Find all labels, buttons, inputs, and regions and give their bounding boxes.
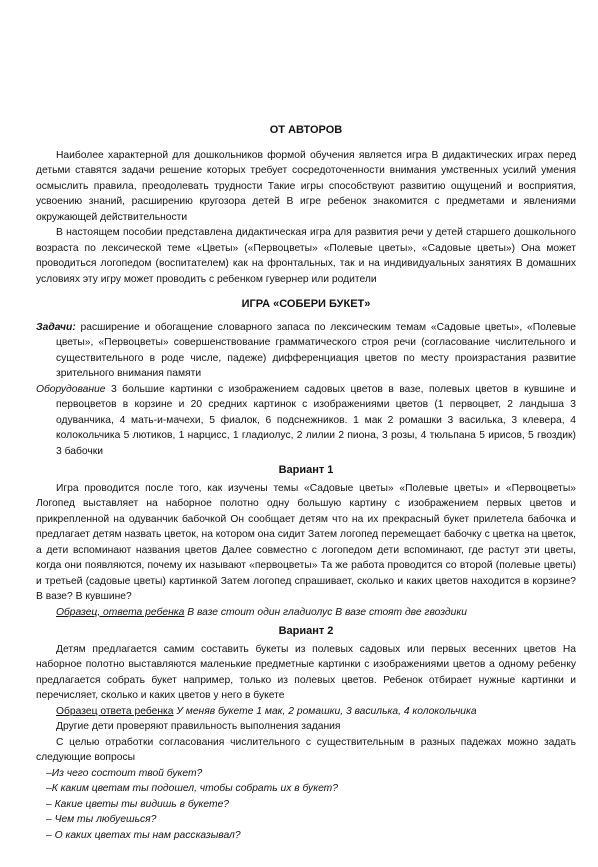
tasks-paragraph bbox=[36, 320, 576, 382]
game-heading: ИГРА «СОБЕРИ БУКЕТ» bbox=[241, 298, 371, 310]
question-item: – Какие цветы ты видишь в букете? bbox=[46, 798, 230, 810]
equipment-label: Оборудование bbox=[36, 383, 106, 395]
questions-list bbox=[36, 766, 576, 844]
sample-answer-1-text: В вазе стоит один гладиолус В вазе стоят две гвоздики bbox=[184, 606, 467, 618]
question-item: – Чем ты любуешься? bbox=[46, 814, 157, 825]
question-item: –К каким цветам ты подошел, чтобы собрать их в букет? bbox=[46, 783, 338, 794]
page-content bbox=[36, 123, 576, 843]
question-item: – О каких цветах ты нам рассказывал? bbox=[46, 829, 241, 841]
sample-answer-2-label: Образец ответа ребенка bbox=[56, 705, 174, 717]
sample-answer-1-label: Образец, ответа ребенка bbox=[56, 606, 185, 618]
variant-1-heading: Вариант 1 bbox=[278, 464, 334, 476]
equipment-text: 3 большие картинки с изображением садовых цветов в вазе, полевых цветов в кувшине и первоцветов в корзине и 20 средних картинок с изображениями цветов (1 первоцвет, 2 ландыша 3 одуванчика, 4 мать-и-мачехи, 5 фиалок, 6 подснежников. 1 мак 2 ромашки 3 василька, 3 клевера, 4 колокольчика 5 лютиков, 1 нарцисс, 1 гладиолус, 2 лилии 2 пиона, 3 розы, 4 тюльпана 5 ирисов, 5 гвоздик) 3 бабочки bbox=[56, 383, 576, 457]
variant-2-heading: Вариант 2 bbox=[278, 625, 334, 637]
question-item: –Из чего состоит твой букет? bbox=[46, 767, 203, 779]
check-text: Другие дети проверяют правильность выполнения задания bbox=[56, 721, 341, 732]
authors-heading: ОТ АВТОРОВ bbox=[269, 124, 343, 136]
equipment-paragraph bbox=[36, 382, 576, 460]
variant-2-text: Детям предлагается самим составить букеты из полевых садовых или первых весенних цветов На наборное полотно выставляются маленькие предметные картинки с изображениями цветов а одному ребенку предлагается собрать букет например, только из полевых цветов. Ребенок отбирает нужные картинки и перечисляет, сколько и каких цветов у него в букете bbox=[36, 643, 576, 701]
tasks-text: расширение и обогащение словарного запаса по лексическим темам «Садовые цветы», «Полевые цветы», «Первоцветы» совершенствование грамматического строя речи (согласование числительного и существительного в роде числе, падеже) дифференциация цветов по месту произрастания развитие зрительного внимания памяти bbox=[56, 321, 576, 379]
questions-intro: С целью отработки согласования числительного с существительным в разных падежах можно задать следующие вопросы bbox=[36, 736, 576, 763]
variant-1-text: Игра проводится после того, как изучены темы «Садовые цветы» «Полевые цветы» и «Первоцветы» Логопед выставляет на наборное полотно одну большую картину с изображением первых цветов и прикрепленной на одуванчик бабочкой Он сообщает детям что на их прекрасный букет прилетела бабочка и предлагает детям назвать цветок, на котором она сидит Затем логопед перемещает бабочку с цветка на цветок, а дети вспоминают названия цветов Далее совместно с логопедом дети вспоминают, где растут эти цветы, когда они появляются, почему их называют «первоцветы» Та же работа проводится со второй (полевые цветы) и третьей (садовые цветы) картинкой Затем логопед спрашивает, сколько и каких цветов находится в корзине? В вазе? В кувшине? bbox=[36, 482, 576, 602]
sample-answer-2-text: У меняв букете 1 мак, 2 ромашки, 3 василька, 4 колокольчика bbox=[173, 705, 477, 717]
sample-answer-2 bbox=[36, 704, 576, 720]
tasks-label: Задачи: bbox=[36, 321, 76, 333]
sample-answer-1 bbox=[56, 605, 576, 621]
intro-paragraph-2: В настоящем пособии представлена дидактическая игра для развития речи у детей старшего дошкольного возраста по лексической теме «Цветы» («Первоцветы» «Полевые цветы», «Садовые цветы») Она может проводиться логопедом (воспитателем) как на фронтальных, так и на индивидуальных занятиях В домашних условиях эту игру может проводить с ребенком гувернер или родители bbox=[36, 227, 576, 285]
intro-paragraph-1: Наиболее характерной для дошкольников формой обучения является игра В дидактических играх перед детьми ставятся задачи решение которых требует сосредоточенности внимания умственных усилий умения осмыслить правила, преодолевать трудности Такие игры способствуют развитию ощущений и восприятия, усвоению знаний, расширению кругозора детей В игре ребенок знакомится с предметами и явлениями окружающей действительности bbox=[36, 149, 576, 223]
